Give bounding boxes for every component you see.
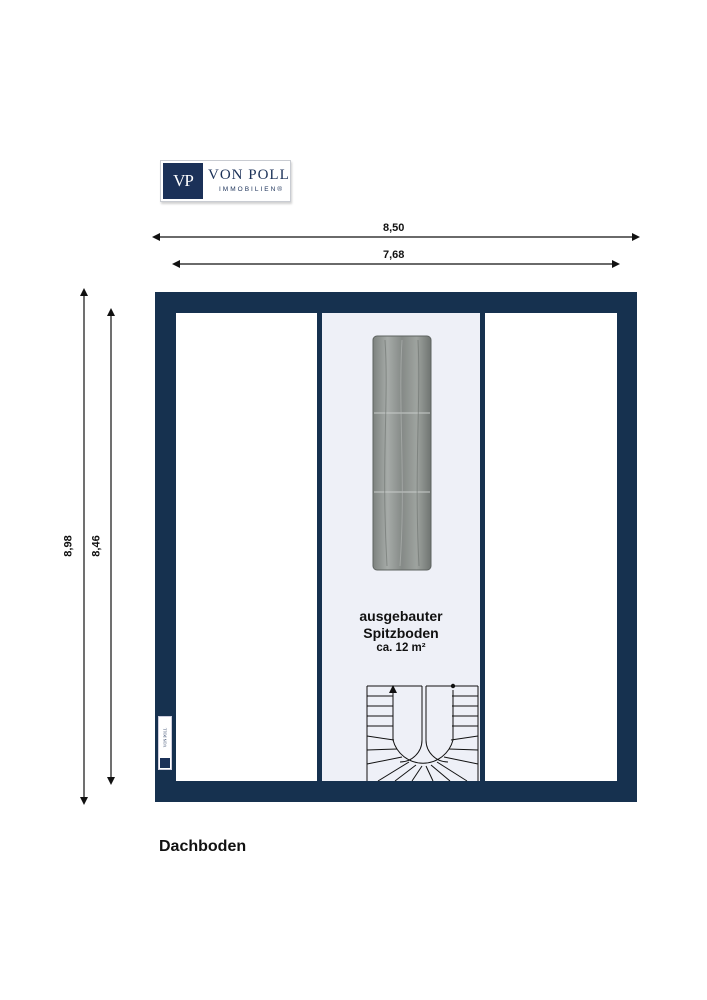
room-area: ca. 12 m² bbox=[376, 642, 426, 654]
outer-height-label: 8,98 bbox=[62, 535, 75, 557]
room-name-line1: ausgebauter bbox=[359, 608, 443, 624]
room-right bbox=[485, 313, 617, 781]
logo-subtitle: IMMOBILIEN® bbox=[219, 186, 285, 193]
watermark-logo bbox=[158, 716, 172, 770]
chimney-icon bbox=[373, 336, 431, 570]
watermark-logo-text: VON POLL bbox=[162, 727, 168, 748]
watermark-logo-mark bbox=[160, 758, 170, 768]
inner-width-label: 7,68 bbox=[383, 249, 405, 261]
logo-mark: VP bbox=[163, 163, 203, 199]
logo-name: VON POLL bbox=[208, 167, 290, 183]
inner-height-label: 8,46 bbox=[90, 535, 103, 557]
floor-name: Dachboden bbox=[159, 838, 247, 855]
room-name-line2: Spitzboden bbox=[363, 625, 439, 641]
outer-width-label: 8,50 bbox=[383, 222, 405, 234]
room-left bbox=[176, 313, 317, 781]
